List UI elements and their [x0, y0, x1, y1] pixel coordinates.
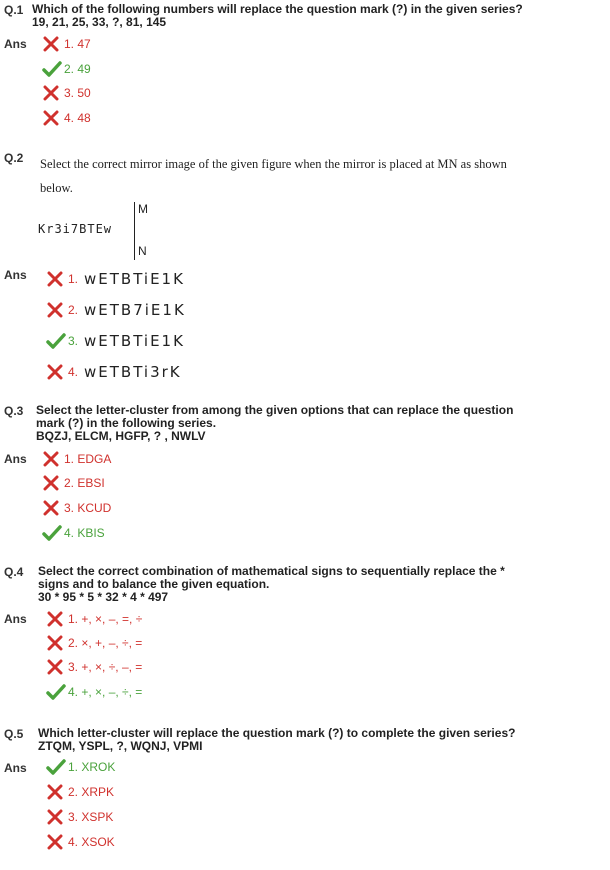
check-icon	[42, 61, 62, 77]
option-1[interactable]	[42, 450, 111, 468]
check-icon	[46, 684, 66, 700]
answer-label: Ans	[4, 268, 27, 282]
option-label: wETBTiE1K	[84, 270, 185, 288]
option-2[interactable]	[42, 60, 91, 78]
question-stem: Select the correct combination of mathematical signs to sequentially replace the *	[38, 564, 505, 578]
question-series: ZTQM, YSPL, ?, WQNJ, VPMI	[38, 739, 203, 753]
option-4[interactable]	[46, 363, 182, 381]
mirror-figure	[38, 200, 168, 260]
option-3[interactable]	[42, 84, 91, 102]
option-label: 1. 47	[64, 37, 91, 51]
question-stem: Which letter-cluster will replace the question mark (?) to complete the given series?	[38, 726, 516, 740]
option-4[interactable]	[46, 833, 115, 851]
option-label: 4. KBIS	[64, 526, 105, 540]
question-number: Q.5	[4, 727, 24, 741]
option-label: 1. XROK	[68, 760, 116, 774]
option-1[interactable]	[46, 270, 185, 288]
option-number: 4.	[68, 365, 79, 379]
question-number: Q.4	[4, 565, 24, 579]
option-1[interactable]	[42, 35, 91, 53]
option-label: 3. KCUD	[64, 501, 112, 515]
cross-icon	[42, 451, 62, 467]
question-stem-continued: mark (?) in the following series.	[36, 416, 217, 430]
question-text	[32, 3, 590, 29]
option-label: 2. 49	[64, 62, 91, 76]
question-equation: 30 * 95 * 5 * 32 * 4 * 497	[38, 590, 169, 604]
question-number: Q.2	[4, 151, 24, 165]
question-stem: Select the letter-cluster from among the given options that can replace the question	[36, 403, 514, 417]
question-series: BQZJ, ELCM, HGFP, ? , NWLV	[36, 429, 206, 443]
cross-icon	[46, 364, 66, 380]
option-label: 2. XRPK	[68, 785, 115, 799]
mirror-label-n: N	[138, 244, 147, 258]
option-number: 1.	[68, 272, 79, 286]
option-3[interactable]	[46, 658, 142, 676]
option-label: 1. +, ×, –, =, ÷	[68, 612, 143, 626]
cross-icon	[46, 271, 66, 287]
option-label: 4. +, ×, –, ÷, =	[68, 685, 143, 699]
option-label: 1. EDGA	[64, 452, 112, 466]
answer-label: Ans	[4, 452, 27, 466]
option-number: 3.	[68, 334, 79, 348]
option-label: 3. +, ×, ÷, –, =	[68, 660, 143, 674]
answer-label: Ans	[4, 37, 27, 51]
check-icon	[46, 333, 66, 349]
option-4[interactable]	[42, 109, 91, 127]
option-label: 4. XSOK	[68, 835, 115, 849]
cross-icon	[42, 85, 62, 101]
question-series: 19, 21, 25, 33, ?, 81, 145	[32, 15, 167, 29]
question-stem: Which of the following numbers will replace the question mark (?) in the given series?	[32, 2, 523, 16]
figure-text: Kr3i7BTEw	[38, 222, 113, 236]
option-label: wETBTiE1K	[84, 332, 185, 350]
cross-icon	[46, 635, 66, 651]
question-text	[38, 565, 590, 604]
question-number: Q.3	[4, 404, 24, 418]
option-label: 3. XSPK	[68, 810, 114, 824]
cross-icon	[42, 36, 62, 52]
option-2[interactable]	[42, 474, 105, 492]
option-label: 2. ×, +, –, ÷, =	[68, 636, 143, 650]
cross-icon	[46, 659, 66, 675]
cross-icon	[46, 809, 66, 825]
question-text	[38, 727, 590, 753]
mirror-label-m: M	[138, 202, 148, 216]
option-2[interactable]	[46, 634, 142, 652]
mirror-line	[134, 202, 135, 260]
check-icon	[42, 525, 62, 541]
option-1[interactable]	[46, 610, 142, 628]
option-1[interactable]	[46, 758, 115, 776]
answer-label: Ans	[4, 612, 27, 626]
question-stem-continued: signs and to balance the given equation.	[38, 577, 270, 591]
cross-icon	[42, 475, 62, 491]
option-label: 2. EBSI	[64, 476, 105, 490]
cross-icon	[46, 302, 66, 318]
option-4[interactable]	[46, 683, 142, 701]
cross-icon	[46, 784, 66, 800]
question-stem: Select the correct mirror image of the given figure when the mirror is placed at MN as shown	[40, 157, 507, 171]
question-text	[36, 404, 590, 443]
answer-label: Ans	[4, 761, 27, 775]
option-2[interactable]	[46, 301, 186, 319]
check-icon	[46, 759, 66, 775]
option-label: wETB7iE1K	[84, 301, 186, 319]
cross-icon	[46, 834, 66, 850]
question-text	[40, 152, 590, 200]
cross-icon	[46, 611, 66, 627]
option-label: wETBTi3rK	[84, 363, 182, 381]
option-3[interactable]	[42, 499, 111, 517]
option-label: 3. 50	[64, 86, 91, 100]
option-4[interactable]	[42, 524, 105, 542]
option-3[interactable]	[46, 332, 185, 350]
option-label: 4. 48	[64, 111, 91, 125]
cross-icon	[42, 500, 62, 516]
option-3[interactable]	[46, 808, 113, 826]
question-number: Q.1	[4, 3, 24, 17]
option-2[interactable]	[46, 783, 114, 801]
question-stem-continued: below.	[40, 181, 73, 195]
cross-icon	[42, 110, 62, 126]
option-number: 2.	[68, 303, 79, 317]
